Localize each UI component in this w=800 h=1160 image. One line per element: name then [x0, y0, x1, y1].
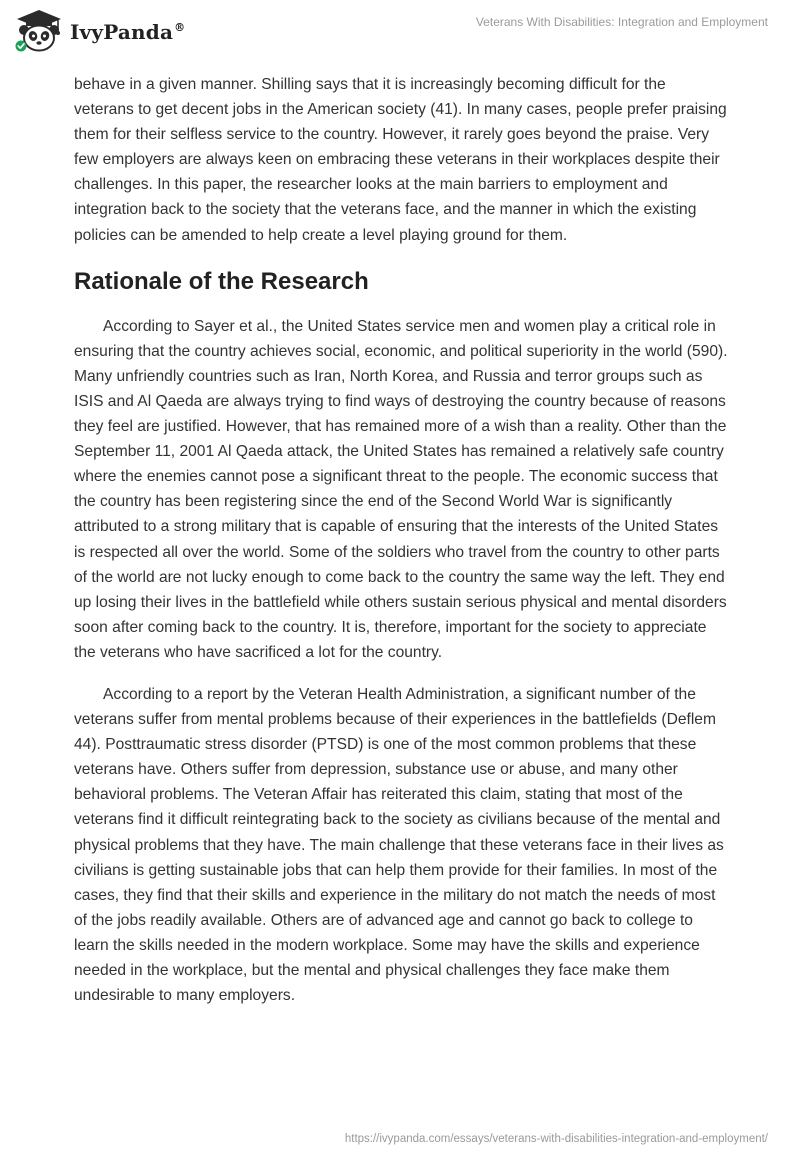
intro-paragraph: behave in a given manner. Shilling says that it is increasingly becoming difficult for the veterans to get decent jobs in the American society (41). In many cases, people prefer praising them for their selfless service to the country. However, it rarely goes beyond the praise. Very few employers are always keen on embracing these veterans in their workplaces despite their challenges. In this paper, the researcher looks at the main barriers to employment and integration back to the society that the veterans face, and the manner in which the existing policies can be amended to help create a level playing ground for them. [74, 76, 727, 244]
body-paragraph-2: According to a report by the Veteran Health Administration, a significant number of the veterans suffer from mental problems because of their experiences in the battlefields (Deflem 44). Posttraumatic stress disorder (PTSD) is one of the most common problems that these veterans have. Others suffer from depression, substance use or abuse, and many other behavioral problems. The Veteran Affair has reiterated this claim, stating that most of the veterans find it difficult reintegrating back to the society as civilians because of the mental and physical problems that they have. The main challenge that these veterans face in their lives as civilians is getting sustainable jobs that can help them provide for their families. In most of the cases, they find that their skills and experience in the military do not match the needs of most of the jobs readily available. Others are of advanced age and cannot go back to college to learn the skills needed in the modern workplace. Some may have the skills and experience needed in the workplace, but the mental and physical challenges they face make them undesirable to many employers. [74, 685, 724, 1005]
registered-mark: ® [174, 21, 186, 35]
essay-content [74, 72, 728, 1025]
body-paragraph-1: According to Sayer et al., the United States service men and women play a critical role in ensuring that the country achieves social, economic, and political superiority in the world (590). Many unfriendly countries such as Iran, North Korea, and Russia and terror groups such as ISIS and Al Qaeda are always trying to find ways of destroying the country because of reasons they feel are justified. However, that has remained more of a wish than a reality. Other than the September 11, 2001 Al Qaeda attack, the United States has remained a relatively safe country where the enemies cannot pose a significant threat to the people. The economic success that the country has been registering since the end of the Second World War is significantly attributed to a strong military that is capable of ensuring that the interests of the United States is respected all over the world. Some of the soldiers who travel from the country to other parts of the world are not lucky enough to come back to the country the same way the left. They end up losing their lives in the battlefield while others sustain serious physical and mental disorders soon after coming back to the country. It is, therefore, important for the society to appreciate the veterans who have sacrificed a lot for the country. [74, 317, 728, 661]
brand-logo[interactable] [14, 8, 185, 52]
document-title: Veterans With Disabilities: Integration and Employment [475, 15, 768, 29]
page-header [0, 0, 800, 60]
section-heading: Rationale of the Research [74, 267, 369, 295]
source-url[interactable]: https://ivypanda.com/essays/veterans-with-disabilities-integration-and-employment/ [344, 1133, 768, 1145]
brand-name: IvyPanda® [70, 20, 186, 44]
panda-graduate-icon [14, 8, 64, 52]
